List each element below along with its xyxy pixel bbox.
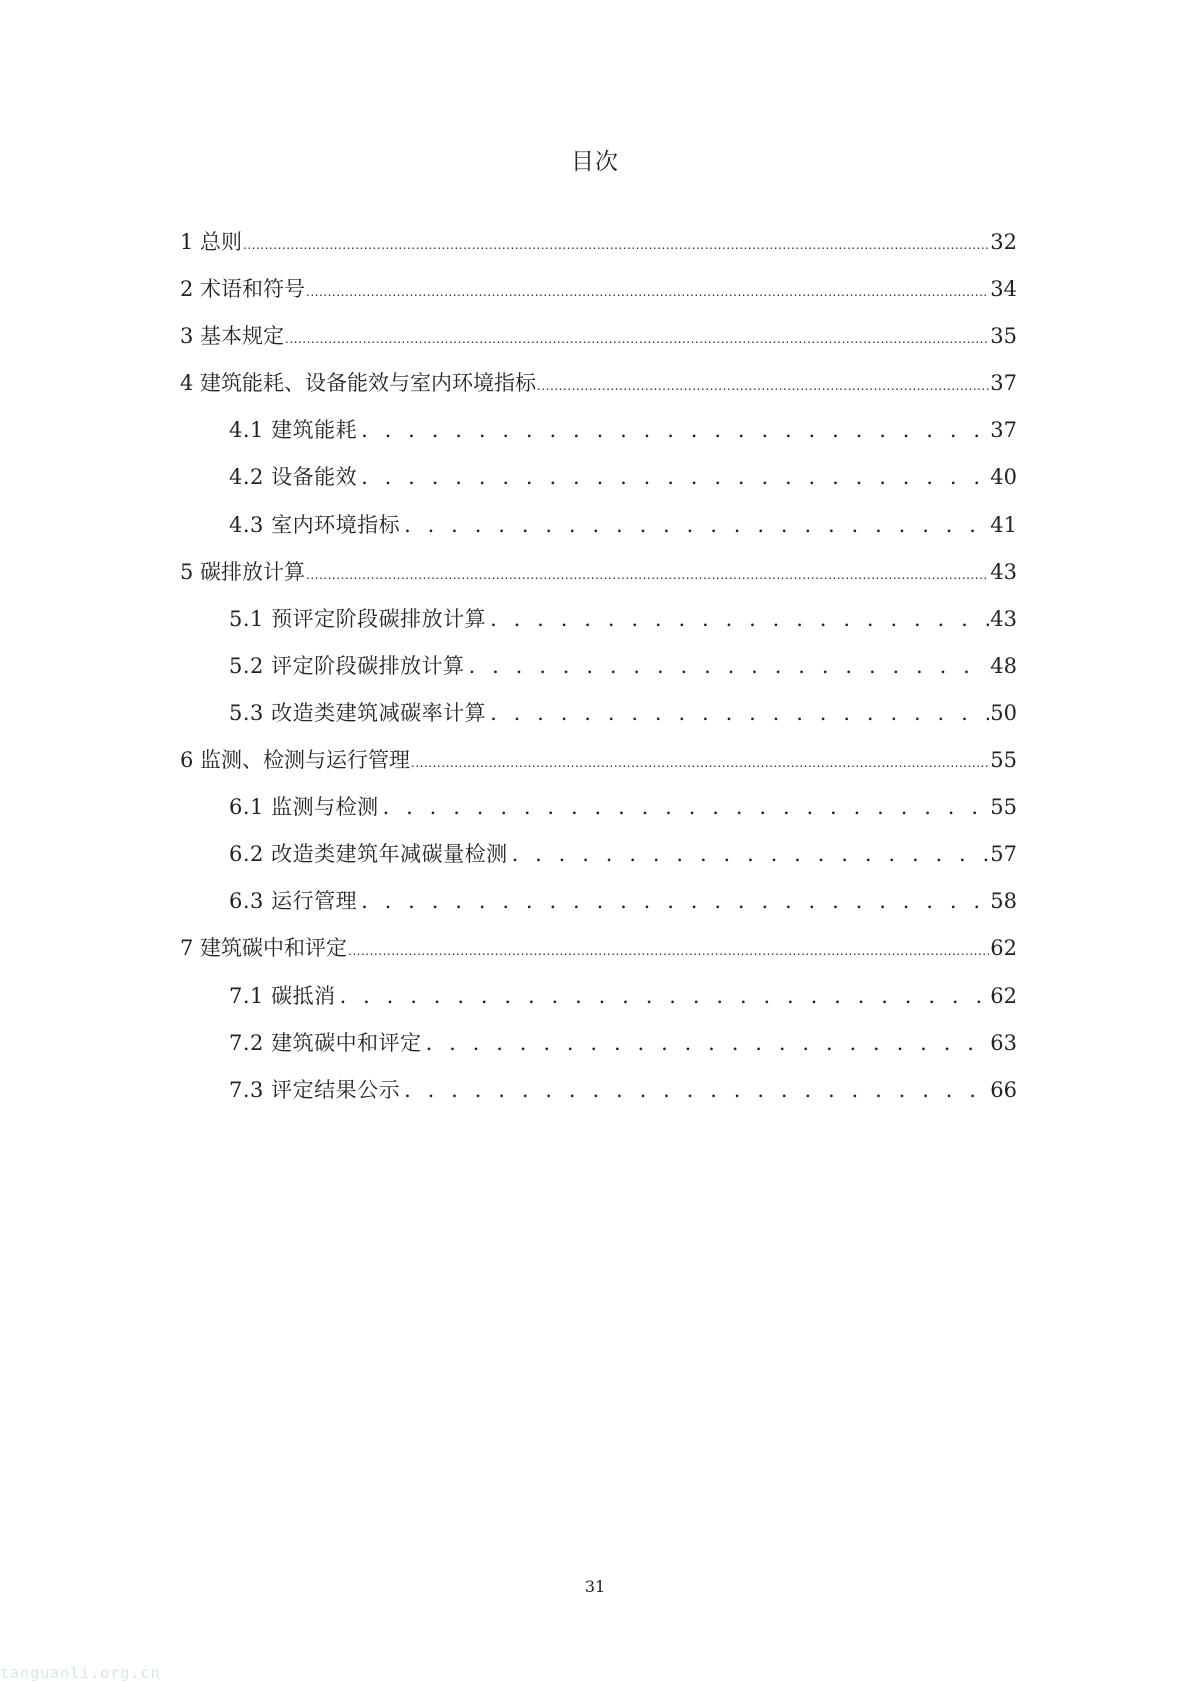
dot-leader: [340, 986, 990, 1007]
toc-entry-label: 6.1 监测与检测: [229, 795, 379, 820]
toc-entry-label: 4.2 设备能效: [229, 465, 358, 490]
toc-subentry[interactable]: [180, 603, 1017, 650]
toc-entry-page: 43: [990, 559, 1017, 584]
toc-entry-label: 5.1 预评定阶段碳排放计算: [229, 606, 487, 631]
toc-entry-label: 1 总则: [180, 230, 243, 254]
toc-entry[interactable]: [180, 367, 1017, 414]
dot-leader: [306, 286, 989, 298]
toc-entry-page: 43: [990, 606, 1017, 631]
dot-leader: [537, 380, 989, 392]
toc-subentry[interactable]: [180, 885, 1017, 932]
toc-entry-label: 7 建筑碳中和评定: [180, 936, 348, 961]
toc-entry[interactable]: [180, 226, 1017, 273]
toc-entry[interactable]: [180, 932, 1017, 979]
dot-leader: [243, 239, 989, 251]
toc-subentry[interactable]: [180, 650, 1017, 697]
toc-title: 目次: [571, 149, 619, 175]
toc-entry-page: 55: [990, 795, 1017, 820]
site-watermark: tanguanli.org.cn: [0, 1664, 161, 1682]
toc-entry[interactable]: [180, 556, 1017, 603]
toc-entry-page: 37: [990, 371, 1017, 396]
toc-entry-page: 66: [990, 1077, 1017, 1102]
toc-entry-label: 5.2 评定阶段碳排放计算: [229, 653, 465, 678]
toc-entry-page: 34: [990, 277, 1017, 302]
toc-entry-label: 7.3 评定结果公示: [229, 1077, 401, 1102]
toc-entry-label: 3 基本规定: [180, 324, 285, 349]
toc-entry-page: 41: [990, 512, 1017, 537]
dot-leader: [490, 609, 989, 630]
toc-subentry[interactable]: [180, 414, 1017, 461]
toc-subentry[interactable]: [180, 838, 1017, 885]
toc-entry-page: 37: [990, 418, 1017, 443]
toc-entry-page: 48: [990, 653, 1017, 678]
toc-entry-page: 35: [990, 324, 1017, 349]
dot-leader: [361, 420, 989, 441]
dot-leader: [361, 467, 989, 488]
toc-entry-page: 40: [990, 465, 1017, 490]
toc-subentry[interactable]: [180, 980, 1017, 1027]
toc-subentry[interactable]: [180, 1074, 1017, 1121]
toc-subentry[interactable]: [180, 1027, 1017, 1074]
dot-leader: [411, 757, 989, 769]
dot-leader: [361, 891, 989, 912]
dot-leader: [469, 656, 990, 677]
toc-entry-label: 6.3 运行管理: [229, 889, 358, 914]
toc-entry-label: 5 碳排放计算: [180, 559, 306, 584]
toc-entry-page: 32: [990, 230, 1017, 254]
page-number: 31: [584, 1577, 606, 1596]
toc-subentry[interactable]: [180, 697, 1017, 744]
dot-leader: [404, 1080, 989, 1101]
toc-entry-label: 6 监测、检测与运行管理: [180, 748, 411, 773]
toc-subentry[interactable]: [180, 461, 1017, 508]
toc-entry-page: 57: [990, 842, 1017, 867]
toc-entry-label: 6.2 改造类建筑年减碳量检测: [229, 842, 508, 867]
dot-leader: [285, 333, 989, 345]
dot-leader: [404, 515, 989, 536]
toc-entry[interactable]: [180, 273, 1017, 320]
dot-leader: [490, 703, 989, 724]
table-of-contents: [180, 226, 1017, 1121]
toc-entry-label: 2 术语和符号: [180, 277, 306, 302]
dot-leader: [426, 1033, 990, 1054]
toc-subentry[interactable]: [180, 791, 1017, 838]
toc-entry-label: 4.3 室内环境指标: [229, 512, 401, 537]
dot-leader: [383, 797, 990, 818]
toc-entry-label: 7.2 建筑碳中和评定: [229, 1030, 422, 1055]
dot-leader: [306, 569, 989, 581]
toc-entry-page: 58: [990, 889, 1017, 914]
dot-leader: [512, 844, 990, 865]
toc-entry[interactable]: [180, 320, 1017, 367]
toc-entry-page: 62: [990, 983, 1017, 1008]
toc-entry-page: 55: [990, 748, 1017, 773]
toc-entry-label: 4 建筑能耗、设备能效与室内环境指标: [180, 371, 537, 396]
dot-leader: [348, 945, 989, 957]
toc-entry[interactable]: [180, 744, 1017, 791]
toc-entry-label: 7.1 碳抵消: [229, 983, 336, 1008]
toc-entry-label: 5.3 改造类建筑减碳率计算: [229, 700, 487, 725]
toc-entry-page: 62: [990, 936, 1017, 961]
toc-entry-page: 63: [990, 1030, 1017, 1055]
toc-entry-label: 4.1 建筑能耗: [229, 418, 358, 443]
toc-subentry[interactable]: [180, 509, 1017, 556]
toc-entry-page: 50: [990, 700, 1017, 725]
